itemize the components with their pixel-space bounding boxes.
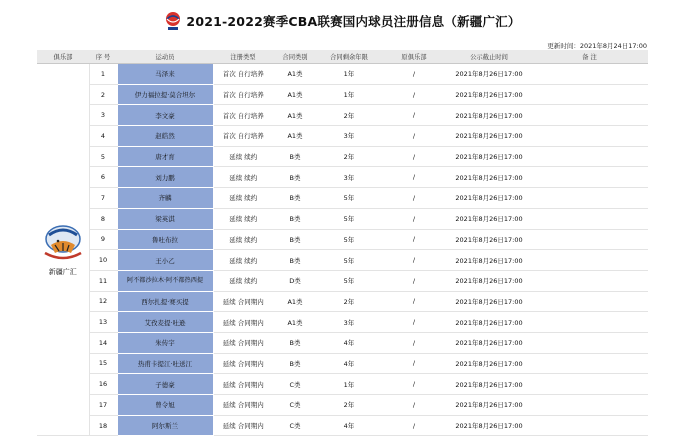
deadline: 2021年8月26日17:00 bbox=[447, 332, 531, 353]
orig-club: / bbox=[381, 250, 447, 271]
contract-type: A1类 bbox=[273, 291, 317, 312]
table-row bbox=[37, 64, 648, 85]
reg-type: 延续 续约 bbox=[213, 167, 273, 188]
player-name: 刘力鹏 bbox=[117, 167, 213, 188]
contract-type: C类 bbox=[273, 374, 317, 395]
cba-logo-icon bbox=[164, 11, 182, 31]
col-no: 序 号 bbox=[89, 50, 117, 64]
orig-club: / bbox=[381, 353, 447, 374]
table-row bbox=[37, 374, 648, 395]
row-no: 7 bbox=[89, 188, 117, 209]
orig-club: / bbox=[381, 415, 447, 436]
orig-club: / bbox=[381, 395, 447, 416]
title-row bbox=[0, 10, 685, 32]
player-name: 朱传宇 bbox=[117, 332, 213, 353]
years-left: 1年 bbox=[317, 84, 381, 105]
years-left: 4年 bbox=[317, 415, 381, 436]
contract-type: C类 bbox=[273, 415, 317, 436]
deadline: 2021年8月26日17:00 bbox=[447, 146, 531, 167]
orig-club: / bbox=[381, 84, 447, 105]
col-deadline: 公示截止时间 bbox=[447, 50, 531, 64]
deadline: 2021年8月26日17:00 bbox=[447, 291, 531, 312]
reg-type: 延续 续约 bbox=[213, 208, 273, 229]
table-row bbox=[37, 353, 648, 374]
player-name: 艾孜麦提·吐逊 bbox=[117, 312, 213, 333]
row-no: 3 bbox=[89, 105, 117, 126]
years-left: 5年 bbox=[317, 188, 381, 209]
years-left: 2年 bbox=[317, 395, 381, 416]
table-row bbox=[37, 188, 648, 209]
contract-type: A1类 bbox=[273, 64, 317, 85]
orig-club: / bbox=[381, 291, 447, 312]
note bbox=[531, 229, 648, 250]
player-name: 伊力福拉提·莫合坦尔 bbox=[117, 84, 213, 105]
deadline: 2021年8月26日17:00 bbox=[447, 312, 531, 333]
player-name: 鲁吐布拉 bbox=[117, 229, 213, 250]
contract-type: A1类 bbox=[273, 312, 317, 333]
player-name: 马泽来 bbox=[117, 64, 213, 85]
orig-club: / bbox=[381, 374, 447, 395]
note bbox=[531, 84, 648, 105]
row-no: 17 bbox=[89, 395, 117, 416]
row-no: 12 bbox=[89, 291, 117, 312]
note bbox=[531, 146, 648, 167]
deadline: 2021年8月26日17:00 bbox=[447, 270, 531, 291]
player-name: 王小乙 bbox=[117, 250, 213, 271]
table-row bbox=[37, 415, 648, 436]
reg-type: 首次 自行培养 bbox=[213, 64, 273, 85]
deadline: 2021年8月26日17:00 bbox=[447, 64, 531, 85]
note bbox=[531, 312, 648, 333]
row-no: 8 bbox=[89, 208, 117, 229]
reg-type: 延续 合同期内 bbox=[213, 332, 273, 353]
table-row bbox=[37, 312, 648, 333]
reg-type: 延续 合同期内 bbox=[213, 395, 273, 416]
row-no: 18 bbox=[89, 415, 117, 436]
player-name: 阿尔斯兰 bbox=[117, 415, 213, 436]
deadline: 2021年8月26日17:00 bbox=[447, 229, 531, 250]
table-row bbox=[37, 250, 648, 271]
player-name: 齐麟 bbox=[117, 188, 213, 209]
note bbox=[531, 167, 648, 188]
orig-club: / bbox=[381, 229, 447, 250]
col-note: 备 注 bbox=[531, 50, 648, 64]
contract-type: B类 bbox=[273, 229, 317, 250]
contract-type: A1类 bbox=[273, 126, 317, 147]
orig-club: / bbox=[381, 64, 447, 85]
row-no: 16 bbox=[89, 374, 117, 395]
years-left: 1年 bbox=[317, 64, 381, 85]
page-title: 2021-2022赛季CBA联赛国内球员注册信息（新疆广汇） bbox=[186, 14, 521, 29]
orig-club: / bbox=[381, 312, 447, 333]
contract-type: A1类 bbox=[273, 84, 317, 105]
player-name: 子德豪 bbox=[117, 374, 213, 395]
row-no: 15 bbox=[89, 353, 117, 374]
reg-type: 延续 合同期内 bbox=[213, 353, 273, 374]
contract-type: B类 bbox=[273, 353, 317, 374]
table-row bbox=[37, 332, 648, 353]
deadline: 2021年8月26日17:00 bbox=[447, 353, 531, 374]
table-row bbox=[37, 208, 648, 229]
note bbox=[531, 415, 648, 436]
contract-type: A1类 bbox=[273, 105, 317, 126]
years-left: 4年 bbox=[317, 353, 381, 374]
table-row bbox=[37, 167, 648, 188]
col-contract: 合同类别 bbox=[273, 50, 317, 64]
deadline: 2021年8月26日17:00 bbox=[447, 250, 531, 271]
note bbox=[531, 188, 648, 209]
table-header-row bbox=[37, 50, 648, 64]
reg-type: 延续 续约 bbox=[213, 188, 273, 209]
contract-type: B类 bbox=[273, 146, 317, 167]
row-no: 11 bbox=[89, 270, 117, 291]
table-row bbox=[37, 146, 648, 167]
deadline: 2021年8月26日17:00 bbox=[447, 208, 531, 229]
reg-type: 延续 合同期内 bbox=[213, 312, 273, 333]
orig-club: / bbox=[381, 167, 447, 188]
player-name: 曾令旭 bbox=[117, 395, 213, 416]
player-name: 热甫卡提江·吐送江 bbox=[117, 353, 213, 374]
years-left: 5年 bbox=[317, 208, 381, 229]
years-left: 3年 bbox=[317, 126, 381, 147]
orig-club: / bbox=[381, 270, 447, 291]
row-no: 14 bbox=[89, 332, 117, 353]
registration-table bbox=[37, 50, 648, 436]
reg-type: 延续 续约 bbox=[213, 229, 273, 250]
club-name: 新疆广汇 bbox=[48, 267, 77, 276]
player-name: 李文豪 bbox=[117, 105, 213, 126]
reg-type: 延续 合同期内 bbox=[213, 291, 273, 312]
reg-type: 延续 合同期内 bbox=[213, 374, 273, 395]
player-name: 西尔扎提·赛买提 bbox=[117, 291, 213, 312]
player-name: 赵皓然 bbox=[117, 126, 213, 147]
row-no: 10 bbox=[89, 250, 117, 271]
col-player: 运动员 bbox=[117, 50, 213, 64]
note bbox=[531, 250, 648, 271]
deadline: 2021年8月26日17:00 bbox=[447, 105, 531, 126]
orig-club: / bbox=[381, 146, 447, 167]
table-row bbox=[37, 84, 648, 105]
contract-type: B类 bbox=[273, 332, 317, 353]
deadline: 2021年8月26日17:00 bbox=[447, 167, 531, 188]
club-cell bbox=[37, 64, 89, 436]
col-orig-club: 原俱乐部 bbox=[381, 50, 447, 64]
col-years: 合同剩余年限 bbox=[317, 50, 381, 64]
reg-type: 首次 自行培养 bbox=[213, 105, 273, 126]
reg-type: 延续 续约 bbox=[213, 146, 273, 167]
row-no: 6 bbox=[89, 167, 117, 188]
player-name: 阿不都沙拉木·阿不都热西提 bbox=[117, 270, 213, 291]
reg-type: 延续 续约 bbox=[213, 250, 273, 271]
orig-club: / bbox=[381, 332, 447, 353]
note bbox=[531, 395, 648, 416]
contract-type: B类 bbox=[273, 167, 317, 188]
note bbox=[531, 332, 648, 353]
col-reg-type: 注册类型 bbox=[213, 50, 273, 64]
orig-club: / bbox=[381, 126, 447, 147]
player-name: 梁英淇 bbox=[117, 208, 213, 229]
row-no: 1 bbox=[89, 64, 117, 85]
note bbox=[531, 291, 648, 312]
note bbox=[531, 270, 648, 291]
orig-club: / bbox=[381, 188, 447, 209]
note bbox=[531, 353, 648, 374]
note bbox=[531, 208, 648, 229]
row-no: 4 bbox=[89, 126, 117, 147]
deadline: 2021年8月26日17:00 bbox=[447, 374, 531, 395]
contract-type: B类 bbox=[273, 208, 317, 229]
years-left: 5年 bbox=[317, 250, 381, 271]
note bbox=[531, 64, 648, 85]
note bbox=[531, 105, 648, 126]
years-left: 4年 bbox=[317, 332, 381, 353]
table-row bbox=[37, 270, 648, 291]
deadline: 2021年8月26日17:00 bbox=[447, 395, 531, 416]
years-left: 5年 bbox=[317, 270, 381, 291]
row-no: 2 bbox=[89, 84, 117, 105]
table-row bbox=[37, 105, 648, 126]
table-row bbox=[37, 229, 648, 250]
note bbox=[531, 374, 648, 395]
deadline: 2021年8月26日17:00 bbox=[447, 188, 531, 209]
deadline: 2021年8月26日17:00 bbox=[447, 126, 531, 147]
contract-type: D类 bbox=[273, 270, 317, 291]
row-no: 5 bbox=[89, 146, 117, 167]
table-row bbox=[37, 291, 648, 312]
years-left: 1年 bbox=[317, 374, 381, 395]
deadline: 2021年8月26日17:00 bbox=[447, 415, 531, 436]
orig-club: / bbox=[381, 105, 447, 126]
note bbox=[531, 126, 648, 147]
xinjiang-club-logo-icon bbox=[41, 223, 85, 263]
update-time: 更新时间：2021年8月24日17:00 bbox=[547, 42, 647, 50]
contract-type: B类 bbox=[273, 188, 317, 209]
reg-type: 延续 续约 bbox=[213, 270, 273, 291]
contract-type: C类 bbox=[273, 395, 317, 416]
player-name: 唐才育 bbox=[117, 146, 213, 167]
years-left: 3年 bbox=[317, 312, 381, 333]
row-no: 13 bbox=[89, 312, 117, 333]
deadline: 2021年8月26日17:00 bbox=[447, 84, 531, 105]
col-club: 俱乐部 bbox=[37, 50, 89, 64]
reg-type: 首次 自行培养 bbox=[213, 126, 273, 147]
row-no: 9 bbox=[89, 229, 117, 250]
reg-type: 延续 合同期内 bbox=[213, 415, 273, 436]
contract-type: B类 bbox=[273, 250, 317, 271]
years-left: 5年 bbox=[317, 229, 381, 250]
years-left: 3年 bbox=[317, 167, 381, 188]
reg-type: 首次 自行培养 bbox=[213, 84, 273, 105]
table-row bbox=[37, 395, 648, 416]
orig-club: / bbox=[381, 208, 447, 229]
years-left: 2年 bbox=[317, 105, 381, 126]
years-left: 2年 bbox=[317, 146, 381, 167]
table-row bbox=[37, 126, 648, 147]
years-left: 2年 bbox=[317, 291, 381, 312]
